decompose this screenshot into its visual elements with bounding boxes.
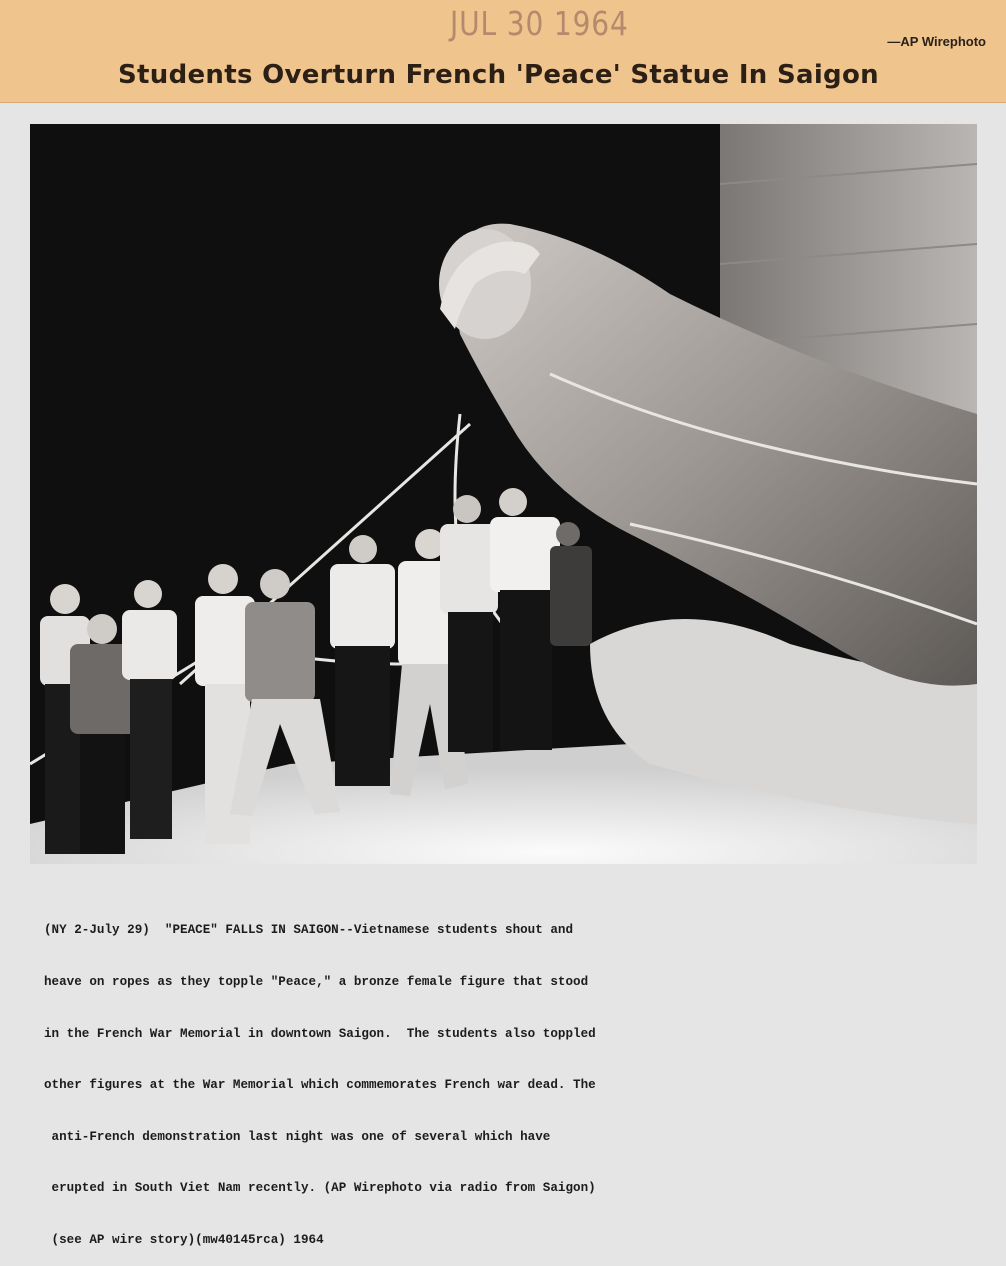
caption-line: other figures at the War Memorial which commemorates French war dead. The [44, 1078, 596, 1093]
caption-line: anti-French demonstration last night was one of several which have [44, 1129, 551, 1144]
date-stamp: JUL 30 1964 [450, 4, 629, 43]
caption-text [44, 888, 844, 1266]
caption-line: (NY 2-July 29) "PEACE" FALLS IN SAIGON--Vietnamese students shout and [44, 923, 574, 938]
caption-line: heave on ropes as they topple "Peace," a bronze female figure that stood [44, 975, 589, 990]
caption-line: in the French War Memorial in downtown Saigon. The students also toppled [44, 1026, 596, 1041]
photo-credit: —AP Wirephoto [887, 34, 986, 49]
caption-line: (see AP wire story)(mw40145rca) 1964 [44, 1233, 324, 1248]
headline: Students Overturn French 'Peace' Statue In Saigon [118, 60, 879, 90]
photo-illustration [30, 124, 977, 864]
header-clipping [0, 0, 1006, 103]
caption-line: erupted in South Viet Nam recently. (AP Wirephoto via radio from Saigon) [44, 1181, 596, 1196]
news-photo [30, 124, 977, 864]
